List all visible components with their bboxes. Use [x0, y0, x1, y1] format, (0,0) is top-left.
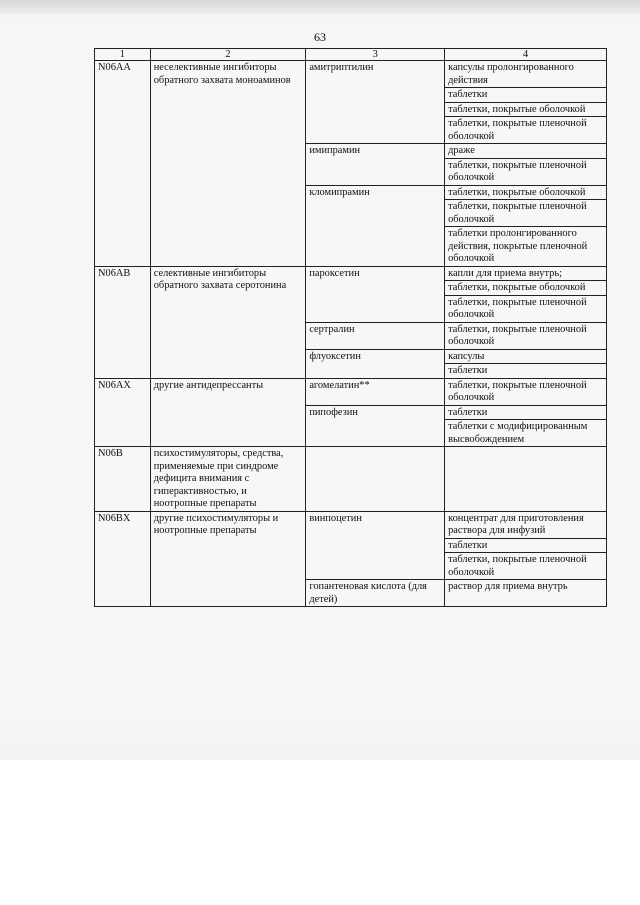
drug-table: [94, 48, 607, 607]
dosage-form-cell: капли для приема внутрь;: [445, 266, 607, 281]
atc-code-cell: N06AA: [95, 61, 151, 267]
dosage-form-cell: таблетки пролонгированного действия, покрытые пленочной оболочкой: [445, 227, 607, 267]
dosage-form-cell: таблетки с модифицированным высвобождением: [445, 420, 607, 447]
drug-name-cell: [306, 447, 445, 512]
drug-name-cell: имипрамин: [306, 144, 445, 186]
drug-name-cell: кломипрамин: [306, 185, 445, 266]
group-name-cell: неселективные ингибиторы обратного захвата моноаминов: [150, 61, 306, 267]
header-row: [95, 49, 607, 61]
dosage-form-cell: таблетки, покрытые пленочной оболочкой: [445, 553, 607, 580]
atc-code-cell: N06AX: [95, 378, 151, 447]
dosage-form-cell: таблетки, покрытые пленочной оболочкой: [445, 200, 607, 227]
group-name-cell: другие психостимуляторы и ноотропные препараты: [150, 511, 306, 607]
dosage-form-cell: капсулы: [445, 349, 607, 364]
dosage-form-cell: таблетки, покрытые пленочной оболочкой: [445, 295, 607, 322]
scan-top-shadow: [0, 0, 640, 14]
dosage-form-cell: таблетки: [445, 538, 607, 553]
dosage-form-cell: раствор для приема внутрь: [445, 580, 607, 607]
drug-name-cell: винпоцетин: [306, 511, 445, 580]
group-name-cell: селективные ингибиторы обратного захвата серотонина: [150, 266, 306, 378]
dosage-form-cell: таблетки, покрытые пленочной оболочкой: [445, 378, 607, 405]
group-name-cell: другие антидепрессанты: [150, 378, 306, 447]
drug-name-cell: агомелатин**: [306, 378, 445, 405]
header-col-1: 1: [95, 49, 151, 61]
atc-code-cell: N06B: [95, 447, 151, 512]
dosage-form-cell: таблетки: [445, 364, 607, 379]
drug-name-cell: сертралин: [306, 322, 445, 349]
dosage-form-cell: капсулы пролонгированного действия: [445, 61, 607, 88]
dosage-form-cell: таблетки: [445, 405, 607, 420]
table-row: [95, 266, 607, 281]
drug-name-cell: амитриптилин: [306, 61, 445, 144]
page-number: 63: [314, 30, 326, 44]
drug-name-cell: флуоксетин: [306, 349, 445, 378]
dosage-form-cell: таблетки, покрытые оболочкой: [445, 281, 607, 296]
drug-name-cell: пароксетин: [306, 266, 445, 322]
dosage-form-cell: драже: [445, 144, 607, 159]
blank-area: [0, 760, 640, 905]
header-col-2: 2: [150, 49, 306, 61]
table-body: [95, 61, 607, 607]
atc-code-cell: N06AB: [95, 266, 151, 378]
dosage-form-cell: таблетки, покрытые пленочной оболочкой: [445, 158, 607, 185]
header-col-3: 3: [306, 49, 445, 61]
drug-name-cell: пипофезин: [306, 405, 445, 447]
dosage-form-cell: таблетки, покрытые оболочкой: [445, 102, 607, 117]
header-col-4: 4: [445, 49, 607, 61]
dosage-form-cell: таблетки, покрытые пленочной оболочкой: [445, 117, 607, 144]
table-row: [95, 511, 607, 538]
dosage-form-cell: концентрат для приготовления раствора для инфузий: [445, 511, 607, 538]
dosage-form-cell: таблетки: [445, 88, 607, 103]
dosage-form-cell: таблетки, покрытые оболочкой: [445, 185, 607, 200]
table-row: [95, 447, 607, 512]
atc-code-cell: N06BX: [95, 511, 151, 607]
table-row: [95, 378, 607, 405]
group-name-cell: психостимуляторы, средства, применяемые при синдроме дефицита внимания с гиперактивностью, и ноотропные препараты: [150, 447, 306, 512]
dosage-form-cell: таблетки, покрытые пленочной оболочкой: [445, 322, 607, 349]
drug-name-cell: гопантеновая кислота (для детей): [306, 580, 445, 607]
table-row: [95, 61, 607, 88]
dosage-form-cell: [445, 447, 607, 512]
